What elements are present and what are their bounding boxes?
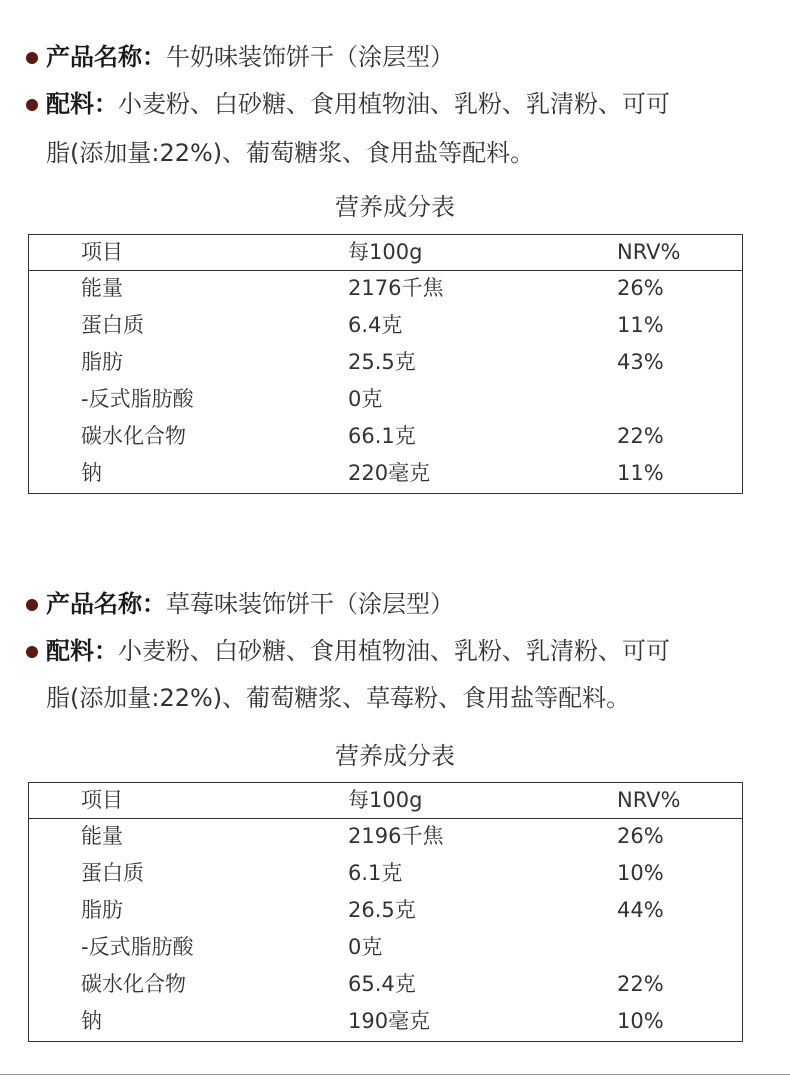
row-nrv: 11%	[617, 461, 664, 485]
row-item: -反式脂肪酸	[81, 935, 194, 959]
row-value: 66.1克	[348, 424, 416, 448]
row-item: 脂肪	[81, 898, 123, 922]
row-nrv: 11%	[617, 313, 664, 337]
row-item: 钠	[81, 461, 102, 485]
row-nrv: 10%	[617, 861, 664, 885]
row-item: -反式脂肪酸	[81, 387, 194, 411]
table-row	[29, 1004, 742, 1041]
table-row	[29, 456, 742, 493]
bullet-icon	[26, 52, 38, 64]
ingredients-label: 配料：	[46, 90, 118, 118]
row-value: 2196千焦	[348, 824, 444, 848]
nutrition-table	[28, 234, 743, 494]
header-per100g: 每100g	[348, 788, 423, 812]
nutrition-table	[28, 782, 743, 1042]
ingredients-text: 小麦粉、白砂糖、食用植物油、乳粉、乳清粉、可可	[118, 90, 670, 118]
table-row	[29, 308, 742, 345]
ingredients-continuation: 脂(添加量:22%)、葡萄糖浆、草莓粉、食用盐等配料。	[46, 684, 631, 712]
product-name-value: 草莓味装饰饼干（涂层型）	[166, 590, 454, 618]
table-row	[29, 819, 742, 856]
row-nrv: 10%	[617, 1009, 664, 1033]
table-header-row	[29, 783, 742, 819]
table-row	[29, 419, 742, 456]
bullet-icon	[26, 99, 38, 111]
row-value: 0克	[348, 935, 383, 959]
row-value: 65.4克	[348, 972, 416, 996]
ingredients-label: 配料：	[46, 637, 118, 665]
row-nrv: 44%	[617, 898, 664, 922]
nutrition-table-title: 营养成分表	[335, 742, 455, 770]
table-row	[29, 856, 742, 893]
table-row	[29, 967, 742, 1004]
row-value: 25.5克	[348, 350, 416, 374]
row-value: 0克	[348, 387, 383, 411]
table-row	[29, 382, 742, 419]
table-row	[29, 271, 742, 308]
nutrition-table-title: 营养成分表	[335, 193, 455, 221]
table-header-row	[29, 235, 742, 271]
row-item: 能量	[81, 824, 123, 848]
row-nrv: 26%	[617, 276, 664, 300]
header-item: 项目	[81, 240, 123, 264]
row-value: 220毫克	[348, 461, 431, 485]
row-nrv: 22%	[617, 972, 664, 996]
ingredients-continuation: 脂(添加量:22%)、葡萄糖浆、食用盐等配料。	[46, 139, 535, 167]
table-row	[29, 893, 742, 930]
bottom-divider	[0, 1074, 790, 1075]
product-name-value: 牛奶味装饰饼干（涂层型）	[166, 43, 454, 71]
header-per100g: 每100g	[348, 240, 423, 264]
row-item: 碳水化合物	[81, 424, 186, 448]
header-item: 项目	[81, 788, 123, 812]
row-item: 能量	[81, 276, 123, 300]
bullet-icon	[26, 599, 38, 611]
row-item: 蛋白质	[81, 861, 144, 885]
row-nrv: 26%	[617, 824, 664, 848]
ingredients-text: 小麦粉、白砂糖、食用植物油、乳粉、乳清粉、可可	[118, 637, 670, 665]
row-value: 190毫克	[348, 1009, 431, 1033]
header-nrv: NRV%	[617, 240, 681, 264]
row-item: 脂肪	[81, 350, 123, 374]
row-value: 6.1克	[348, 861, 403, 885]
table-row	[29, 930, 742, 967]
row-value: 6.4克	[348, 313, 403, 337]
product-name-label: 产品名称：	[46, 590, 166, 618]
bullet-icon	[26, 646, 38, 658]
row-item: 碳水化合物	[81, 972, 186, 996]
table-row	[29, 345, 742, 382]
row-item: 钠	[81, 1009, 102, 1033]
header-nrv: NRV%	[617, 788, 681, 812]
row-value: 26.5克	[348, 898, 416, 922]
row-value: 2176千焦	[348, 276, 444, 300]
row-nrv: 22%	[617, 424, 664, 448]
product-name-label: 产品名称：	[46, 43, 166, 71]
row-nrv: 43%	[617, 350, 664, 374]
row-item: 蛋白质	[81, 313, 144, 337]
